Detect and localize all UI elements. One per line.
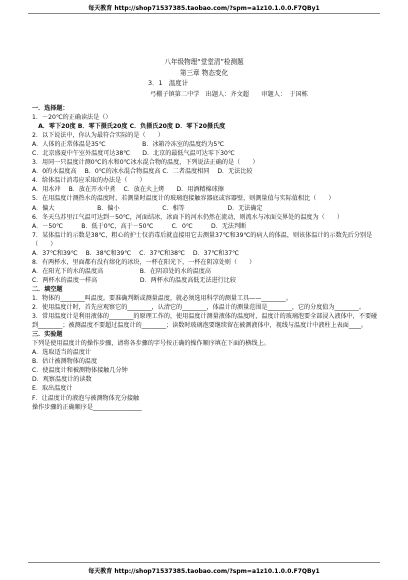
question-line: 操作步骤的正确顺序是________________: [32, 403, 142, 411]
question-line: 5．在用温度计测热水的温度时，若测量时温度计的玻璃泡接触容器底或容器壁，则测量值与实际值相比（ ）: [32, 195, 335, 203]
question-line: C．使温度计和被测物体接触几分钟: [32, 367, 128, 375]
question-line: A．0的水温度高 B．0℃的冰水混合物温度高 C．二者温度相同 D．无法比较: [32, 168, 253, 176]
question-line: 6．冬天乌苏里江气温可达到－50℃，河面结冰，冰面下的河水仍然在流动，则流水与冰面交界处的温度为（ ）: [32, 213, 343, 221]
page-header: 每天教育 http://shop71537385.taobao.com/?spm=a1z10.1.0.0.F7QBy1: [88, 5, 320, 12]
authors-line: 弓棚子镇第二中学 出题人：齐文超 审题人： 于国栋: [150, 91, 308, 98]
question-line: D．观察温度计的读数: [32, 376, 92, 384]
question-line: B．估计被测物体的温度: [32, 358, 98, 366]
document-title: 八年级物理“堂堂清”检测题: [164, 58, 244, 66]
question-line: 2．使用温度计时，首先应观察它的________，认清它的________，体温计的测量范围是________，它的分度值为________。: [32, 304, 365, 312]
question-line: A．－50℃ B．低于0℃，高于－50℃ C．0℃ D．无法判断: [32, 222, 247, 230]
question-line: F．让温度计的液泡与被测物体充分接触: [32, 394, 140, 402]
question-line: E．取出温度计: [32, 385, 73, 393]
question-line: 3．用同一只温度计测0℃的水和0℃冰水混合物的温度，下列说法正确的是（ ）: [32, 159, 259, 167]
question-line: 1．－20℃的正确读法是（）: [32, 114, 112, 122]
question-line: A．选取适当的温度计: [32, 349, 92, 357]
question-line: 1．物体的________叫温度。要准确判断或测量温度，就必须选用科学的测量工具——________。: [32, 294, 292, 302]
section-heading: 三．实验题: [32, 331, 63, 339]
chapter-title: 第三章 物态变化: [179, 69, 229, 77]
section-heading: A．零下20度 B．零下摄氏20度 C．负摄氏20度 D．零下20摄氏度: [32, 123, 226, 131]
page-footer: 每天教育 http://shop71537385.taobao.com/?spm=a1z10.1.0.0.F7QBy1: [88, 568, 320, 575]
question-line: A．用水冲 B．放在开水中煮 C．放在火上烤 D．用酒精棉球擦: [32, 186, 224, 194]
question-body: [32, 104, 380, 412]
question-line: A．37℃和39℃ B．38℃和39℃ C．37℃和38℃ D．37℃和37℃: [32, 249, 239, 257]
section-title: 3．1 温度计: [148, 79, 189, 87]
header-rule: [28, 13, 380, 14]
question-line: 下列是使用温度计的操作步骤，请将各步骤的字号按正确的操作顺序填在下面的横线上。: [32, 340, 270, 348]
question-line: 4．给体温计消毒应采取的办法是（ ）: [32, 177, 146, 185]
question-line: C．北京盛夏中午室外温度可达38℃ D．北京的最低气温可达零下30℃: [32, 150, 235, 158]
question-line: C．两杯水的温度一样高 D．两杯水的温度高低无法进行比较: [32, 276, 236, 284]
section-heading: 一．选择题：: [32, 105, 69, 112]
question-line: 3．常用温度计是利用液体的________的原理工作的，使用温度计测量液体的温度时，温度计的玻璃泡要全部浸入液体中，不要碰到________；被测温度不要超过温度计的________；读数时玻璃泡要继续留在被测液体中，视线与温度计中液柱上表面____。: [32, 313, 378, 330]
footer-rule: [28, 562, 380, 563]
section-heading: 二．填空题: [32, 285, 63, 293]
question-line: A．在阳光下的水的温度高 B．在阴凉处的水的温度高: [32, 267, 211, 275]
question-line: A．人体的正常体温是35℃ B．冰箱冷冻室的温度约为5℃: [32, 141, 225, 149]
question-line: 2．以下说法中，你认为最符合实际的是（ ）: [32, 132, 164, 140]
question-line: A．偏大 B．偏小 C．相等 D．无法确定: [32, 204, 263, 212]
question-line: 8．有两杯水，里面都有没有熔化的冰块，一杯在阳光下，一杯在阴凉处则（ ）: [32, 258, 256, 266]
question-line: 7．某体温计的示数是38℃，粗心的护士仅消毒后就直接用它去测量37℃和39℃的病人的体温，则该体温计的示数先后分别是（ ）: [32, 231, 373, 248]
